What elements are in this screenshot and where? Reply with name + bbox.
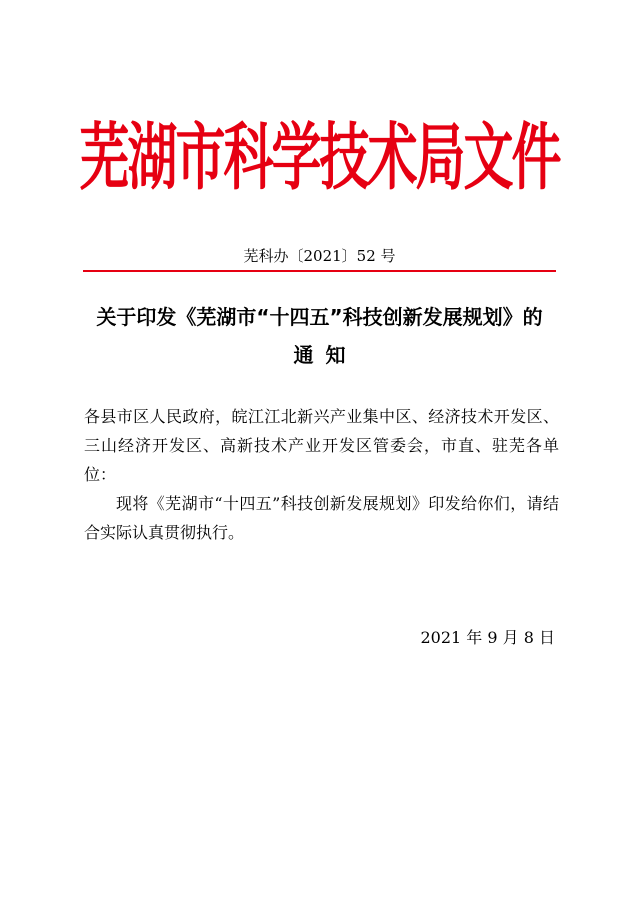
notice-body [84, 402, 559, 547]
organization-header: 芜湖市科学技术局文件 [79, 114, 560, 201]
notice-title-line-1: 关于印发《芜湖市“十四五”科技创新发展规划》的 [96, 305, 543, 329]
issue-date: 2021 年 9 月 8 日 [420, 628, 555, 647]
body-paragraph: 现将《芜湖市“十四五”科技创新发展规划》印发给你们，请结合实际认真贯彻执行。 [84, 494, 559, 542]
document-number: 芜科办〔2021〕52 号 [243, 247, 396, 265]
recipients-paragraph: 各县市区人民政府，皖江江北新兴产业集中区、经济技术开发区、三山经济开发区、高新技术产业开发区管委会，市直、驻芜各单位： [84, 407, 559, 484]
red-divider-line [83, 270, 556, 272]
notice-title-line-2: 通知 [293, 343, 358, 367]
notice-title [70, 298, 569, 374]
